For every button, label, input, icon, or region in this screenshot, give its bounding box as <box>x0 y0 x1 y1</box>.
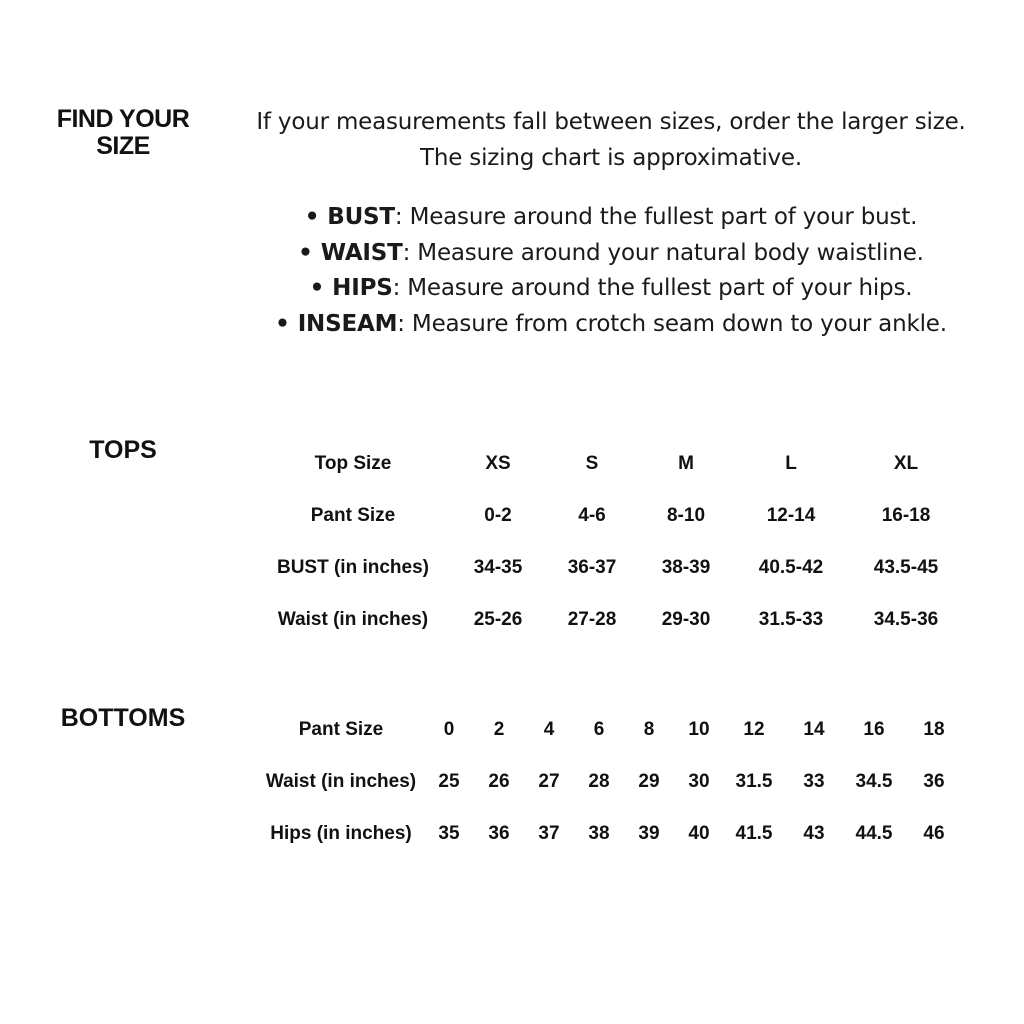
table-cell: 16-18 <box>881 505 931 526</box>
table-cell: XL <box>893 453 919 474</box>
measurement-term: INSEAM <box>297 310 398 337</box>
table-cell: 43 <box>803 823 825 844</box>
table-cell: 18 <box>923 719 945 740</box>
table-cell: 12 <box>743 719 765 740</box>
table-cell: L <box>785 453 797 474</box>
measurement-term: BUST <box>327 204 395 230</box>
table-cell: 39 <box>638 823 660 844</box>
table-cell: 41.5 <box>735 823 773 844</box>
table-cell: 31.5-33 <box>758 609 824 630</box>
table-cell: 25 <box>438 771 460 792</box>
table-cell: 27-28 <box>567 609 617 630</box>
table-cell: 27 <box>538 771 560 792</box>
table-cell: M <box>678 453 694 474</box>
measurement-item-bust <box>252 200 970 236</box>
table-cell: 38-39 <box>661 557 711 578</box>
table-row <box>262 490 970 542</box>
bullet-icon: • <box>275 310 290 337</box>
row-label: BUST (in inches) <box>276 557 429 578</box>
row-label: Waist (in inches) <box>277 609 429 630</box>
table-row <box>262 542 970 594</box>
table-cell: 12-14 <box>766 505 816 526</box>
table-cell: 36 <box>923 771 945 792</box>
table-cell: 8-10 <box>666 505 706 526</box>
find-your-size-title: FIND YOUR SIZE <box>56 105 190 160</box>
table-cell: 40 <box>688 823 710 844</box>
table-cell: 30 <box>688 771 710 792</box>
table-row <box>258 756 964 808</box>
measurement-desc: : Measure around the fullest part of your hips. <box>392 275 913 301</box>
table-cell: 43.5-45 <box>873 557 939 578</box>
table-cell: 37 <box>538 823 560 844</box>
table-row <box>258 808 964 860</box>
row-label: Pant Size <box>298 719 384 740</box>
measurement-term: HIPS <box>332 275 393 301</box>
table-row <box>262 438 970 490</box>
table-cell: 0-2 <box>484 505 512 526</box>
bottoms-title: BOTTOMS <box>60 704 186 732</box>
table-cell: 25-26 <box>473 609 523 630</box>
table-cell: S <box>585 453 599 474</box>
table-cell: 4-6 <box>578 505 606 526</box>
table-cell: 34-35 <box>473 557 523 578</box>
table-cell: 6 <box>593 719 605 740</box>
table-cell: 28 <box>588 771 610 792</box>
table-cell: 26 <box>488 771 510 792</box>
bullet-icon: • <box>298 239 313 266</box>
measurement-desc: : Measure around the fullest part of your bust. <box>394 204 918 230</box>
table-cell: 4 <box>543 719 555 740</box>
table-cell: 29 <box>638 771 660 792</box>
bullet-icon: • <box>309 275 325 301</box>
measurement-item-hips <box>252 271 970 307</box>
table-cell: 0 <box>443 719 455 740</box>
table-cell: 2 <box>493 719 505 740</box>
sizing-intro-text: If your measurements fall between sizes, order the larger size. The sizing chart is approximative. <box>256 109 966 171</box>
table-cell: XS <box>485 453 511 474</box>
table-cell: 38 <box>588 823 610 844</box>
table-cell: 36-37 <box>567 557 617 578</box>
table-cell: 10 <box>688 719 710 740</box>
tops-title: TOPS <box>89 436 157 464</box>
table-row <box>258 704 964 756</box>
table-row <box>262 594 970 646</box>
table-cell: 8 <box>643 719 655 740</box>
bullet-icon: • <box>304 204 320 230</box>
bottoms-size-table <box>258 704 964 860</box>
table-cell: 31.5 <box>735 771 773 792</box>
table-cell: 46 <box>923 823 945 844</box>
measurement-desc: : Measure around your natural body waistline. <box>402 239 924 266</box>
table-cell: 36 <box>488 823 510 844</box>
table-cell: 33 <box>803 771 825 792</box>
measurement-item-inseam <box>252 307 970 343</box>
measurement-desc: : Measure from crotch seam down to your ankle. <box>397 310 947 337</box>
row-label: Pant Size <box>310 505 396 526</box>
measurement-term: WAIST <box>320 239 403 266</box>
table-cell: 44.5 <box>855 823 893 844</box>
table-cell: 34.5 <box>855 771 893 792</box>
row-label: Top Size <box>314 453 392 474</box>
tops-size-table <box>262 438 970 646</box>
table-cell: 34.5-36 <box>873 609 939 630</box>
row-label: Waist (in inches) <box>265 771 417 792</box>
table-cell: 29-30 <box>661 609 711 630</box>
measurement-item-waist <box>252 236 970 272</box>
table-cell: 14 <box>803 719 825 740</box>
measurement-list <box>252 200 970 342</box>
row-label: Hips (in inches) <box>270 823 412 844</box>
table-cell: 40.5-42 <box>758 557 824 578</box>
table-cell: 16 <box>863 719 885 740</box>
table-cell: 35 <box>438 823 460 844</box>
